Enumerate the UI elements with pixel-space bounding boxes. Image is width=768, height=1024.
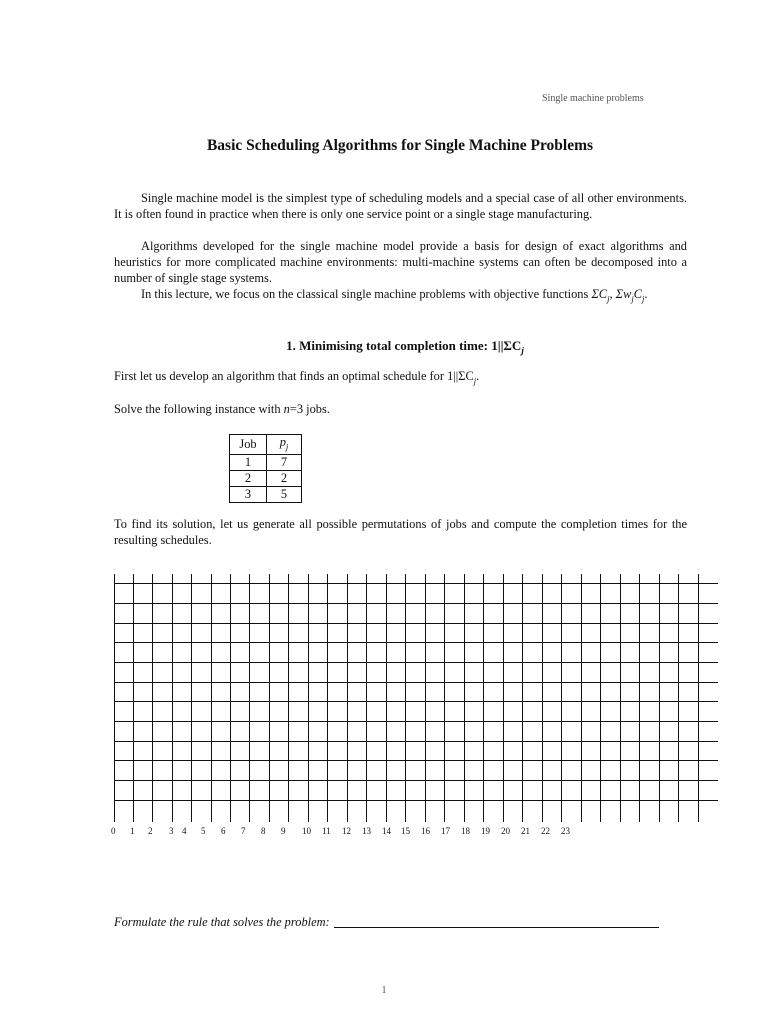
grid-tick-label: 14: [382, 826, 391, 836]
grid-tick-label: 11: [322, 826, 331, 836]
grid-tick-label: 5: [201, 826, 206, 836]
grid-tick-label: 13: [362, 826, 371, 836]
grid-tick-label: 10: [302, 826, 311, 836]
grid-tick-label: 8: [261, 826, 266, 836]
grid-tick-label: 7: [241, 826, 246, 836]
intro-paragraph-1: Single machine model is the simplest type of scheduling models and a special case of all other environments. It is often found in practice when there is only one service point or a single stage manufacturing.: [114, 191, 687, 221]
table-row: [230, 487, 302, 503]
running-header: Single machine problems: [542, 93, 644, 104]
intro-paragraph-2: Algorithms developed for the single machine model provide a basis for design of exact algorithms and heuristics for more complicated machine environments: multi-machine systems can often be decomposed into a number of single stage systems.: [114, 239, 687, 285]
instruction-line-1: First let us develop an algorithm that finds an optimal schedule for $1||\Sigma C_j$.: [114, 369, 480, 386]
page-title: Basic Scheduling Algorithms for Single Machine Problems: [206, 137, 594, 154]
instruction-line-2: Solve the following instance with n=3 jobs.: [114, 402, 330, 416]
grid-tick-label: 19: [481, 826, 490, 836]
gantt-grid: [114, 574, 720, 822]
job-cell: 3: [230, 487, 267, 503]
grid-tick-label: 12: [342, 826, 351, 836]
table-header-row: [230, 435, 302, 455]
header-processing-time: $p_j$: [267, 435, 302, 455]
grid-tick-labels: [0, 826, 768, 840]
table-row: [230, 471, 302, 487]
permutations-paragraph: To find its solution, let us generate all possible permutations of jobs and compute the completion times for the resulting schedules.: [114, 517, 687, 547]
grid-tick-label: 0: [111, 826, 116, 836]
page-number: 1: [381, 985, 387, 996]
grid-tick-label: 1: [130, 826, 135, 836]
intro-paragraph-3: In this lecture, we focus on the classical single machine problems with objective functions $\Sigma C_j$, $\Sigma w_jC_j$.: [141, 287, 648, 304]
header-job: Job: [230, 435, 267, 455]
grid-tick-label: 17: [441, 826, 450, 836]
formulate-prompt: Formulate the rule that solves the problem:: [114, 914, 659, 930]
jobs-table: [229, 434, 302, 503]
job-cell: 2: [230, 471, 267, 487]
grid-tick-label: 21: [521, 826, 530, 836]
p-cell: 5: [267, 487, 302, 503]
grid-tick-label: 6: [221, 826, 226, 836]
grid-tick-label: 9: [281, 826, 286, 836]
grid-tick-label: 23: [561, 826, 570, 836]
grid-tick-label: 20: [501, 826, 510, 836]
table-row: [230, 455, 302, 471]
p-cell: 2: [267, 471, 302, 487]
grid-tick-label: 2: [148, 826, 153, 836]
grid-tick-label: 3: [169, 826, 174, 836]
grid-tick-label: 4: [182, 826, 187, 836]
grid-tick-label: 18: [461, 826, 470, 836]
answer-blank[interactable]: [334, 914, 659, 928]
job-cell: 1: [230, 455, 267, 471]
grid-tick-label: 15: [401, 826, 410, 836]
section-heading: 1. Minimising total completion time: $1||\Sigma C_j$: [286, 338, 524, 356]
p-cell: 7: [267, 455, 302, 471]
grid-tick-label: 22: [541, 826, 550, 836]
grid-tick-label: 16: [421, 826, 430, 836]
